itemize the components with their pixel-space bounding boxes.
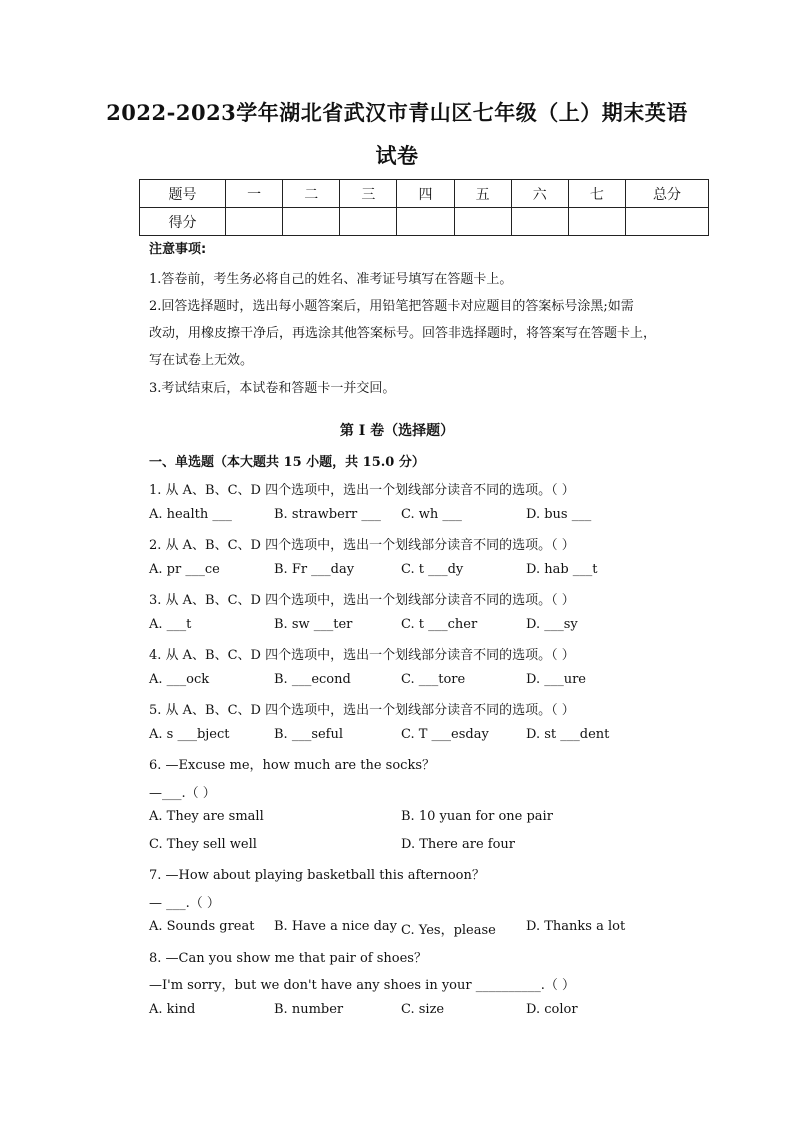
notice-item: 3.考试结束后，本试卷和答题卡一并交回。 xyxy=(149,381,396,396)
option-b: B. number xyxy=(274,1002,344,1017)
question-stem: 2. 从 A、B、C、D 四个选项中，选出一个划线部分读音不同的选项。（ ） xyxy=(149,538,575,553)
option-d: D. ___sy xyxy=(526,617,578,632)
option-a: A. Sounds great xyxy=(149,919,255,934)
score-cell: 总分 xyxy=(626,180,709,208)
question-stem: 5. 从 A、B、C、D 四个选项中，选出一个划线部分读音不同的选项。（ ） xyxy=(149,703,575,718)
option-d: D. hab ___t xyxy=(526,562,598,577)
option-d: D. bus ___ xyxy=(526,507,592,522)
question-stem: 1. 从 A、B、C、D 四个选项中，选出一个划线部分读音不同的选项。（ ） xyxy=(149,483,575,498)
part-heading: 一、单选题（本大题共 15 小题，共 15.0 分） xyxy=(149,455,425,470)
score-cell: 四 xyxy=(397,180,454,208)
option-b: B. strawberr ___ xyxy=(274,507,381,522)
question-stem: 4. 从 A、B、C、D 四个选项中，选出一个划线部分读音不同的选项。（ ） xyxy=(149,648,575,663)
option-b: B. ___seful xyxy=(274,727,344,742)
score-blank xyxy=(226,208,283,236)
question-stem: 8. —Can you show me that pair of shoes？ xyxy=(149,951,427,966)
score-cell: 七 xyxy=(568,180,625,208)
score-blank xyxy=(283,208,340,236)
option-b: B. 10 yuan for one pair xyxy=(401,809,553,824)
score-blank xyxy=(454,208,511,236)
score-table-score-row xyxy=(140,208,709,236)
option-b: B. Fr ___day xyxy=(274,562,355,577)
option-c: C. ___tore xyxy=(401,672,466,687)
question-sub: —I'm sorry，but we don't have any shoes in your __________.（ ） xyxy=(149,978,575,993)
option-a: A. ___ock xyxy=(149,672,210,687)
score-cell: 一 xyxy=(226,180,283,208)
score-cell: 得分 xyxy=(140,208,226,236)
option-c: C. Yes，please xyxy=(401,923,496,938)
notice-item: 改动，用橡皮擦干净后，再选涂其他答案标号。回答非选择题时，将答案写在答题卡上， xyxy=(149,326,657,341)
option-c: C. size xyxy=(401,1002,445,1017)
score-table xyxy=(139,179,709,236)
score-blank xyxy=(511,208,568,236)
option-c: C. T ___esday xyxy=(401,727,489,742)
score-blank xyxy=(397,208,454,236)
option-a: A. health ___ xyxy=(149,507,232,522)
option-d: D. Thanks a lot xyxy=(526,919,626,934)
question-stem: 6. —Excuse me，how much are the socks？ xyxy=(149,758,436,773)
option-c: C. t ___cher xyxy=(401,617,478,632)
score-cell: 题号 xyxy=(140,180,226,208)
option-d: D. color xyxy=(526,1002,578,1017)
notice-item: 1.答卷前，考生务必将自己的姓名、准考证号填写在答题卡上。 xyxy=(149,272,513,287)
score-cell: 三 xyxy=(340,180,397,208)
score-blank xyxy=(340,208,397,236)
question-sub: — ___.（ ） xyxy=(149,896,220,911)
option-c: C. t ___dy xyxy=(401,562,464,577)
question-stem: 7. —How about playing basketball this afternoon？ xyxy=(149,868,485,883)
section-title: 第 I 卷（选择题） xyxy=(339,423,455,439)
option-c: C. They sell well xyxy=(149,837,257,852)
option-b: B. ___econd xyxy=(274,672,351,687)
option-c: C. wh ___ xyxy=(401,507,462,522)
score-cell: 二 xyxy=(283,180,340,208)
notice-item: 2.回答选择题时，选出每小题答案后，用铅笔把答题卡对应题目的答案标号涂黑;如需 xyxy=(149,299,634,314)
option-a: A. They are small xyxy=(149,809,264,824)
score-blank xyxy=(568,208,625,236)
question-sub: —___.（ ） xyxy=(149,786,216,801)
option-d: D. There are four xyxy=(401,837,516,852)
page-title-line2: 试卷 xyxy=(375,143,419,168)
score-cell: 五 xyxy=(454,180,511,208)
score-blank xyxy=(626,208,709,236)
option-b: B. Have a nice day xyxy=(274,919,398,934)
notice-heading: 注意事项: xyxy=(149,242,207,257)
option-a: A. pr ___ce xyxy=(149,562,220,577)
score-cell: 六 xyxy=(511,180,568,208)
score-table-header-row xyxy=(140,180,709,208)
page-title: 2022-2023学年湖北省武汉市青山区七年级（上）期末英语 xyxy=(106,100,688,125)
option-d: D. st ___dent xyxy=(526,727,610,742)
notice-item: 写在试卷上无效。 xyxy=(149,353,254,368)
option-a: A. s ___bject xyxy=(149,727,230,742)
option-d: D. ___ure xyxy=(526,672,587,687)
option-a: A. ___t xyxy=(149,617,192,632)
option-a: A. kind xyxy=(149,1002,196,1017)
option-b: B. sw ___ter xyxy=(274,617,353,632)
question-stem: 3. 从 A、B、C、D 四个选项中，选出一个划线部分读音不同的选项。（ ） xyxy=(149,593,575,608)
